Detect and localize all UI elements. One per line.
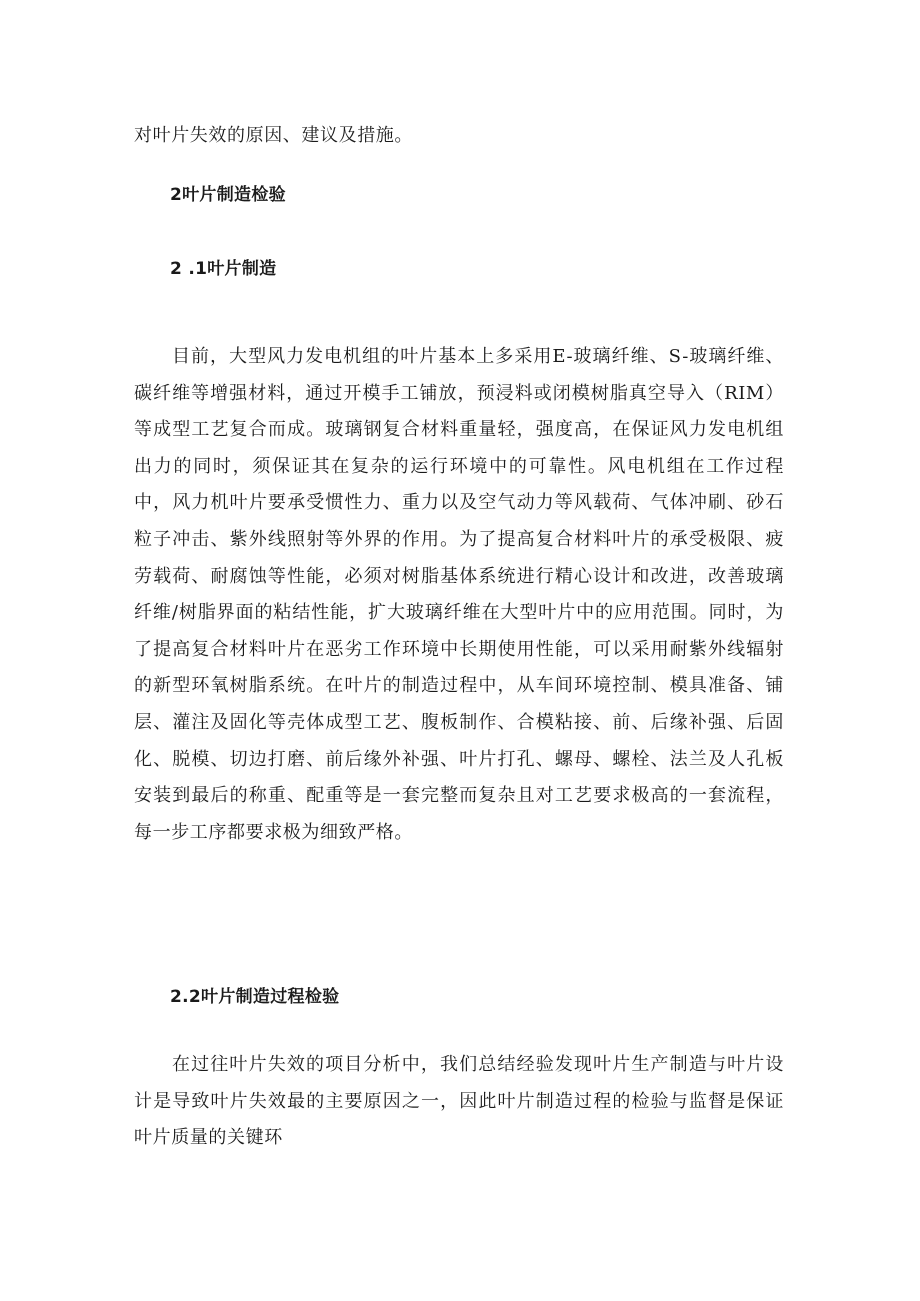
continuation-text: 对叶片失效的原因、建议及措施。 (134, 125, 413, 146)
section-heading-2-1: 2 .1叶片制造 (170, 259, 277, 279)
body-paragraph-2-2: 在过往叶片失效的项目分析中，我们总结经验发现叶片生产制造与叶片设计是导致叶片失效最的主要原因之一，因此叶片制造过程的检验与监督是保证叶片质量的关键环 (134, 1054, 784, 1149)
section-heading-2-2: 2.2叶片制造过程检验 (170, 987, 340, 1007)
body-paragraph-2-1: 目前，大型风力发电机组的叶片基本上多采用E-玻璃纤维、S-玻璃纤维、碳纤维等增强材料，通过开模手工铺放，预浸料或闭模树脂真空导入（RIM）等成型工艺复合而成。玻璃钢复合材料重量轻，强度高，在保证风力发电机组出力的同时，须保证其在复杂的运行环境中的可靠性。风电机组在工作过程中，风力机叶片要承受惯性力、重力以及空气动力等风载荷、气体冲刷、砂石粒子冲击、紫外线照射等外界的作用。为了提高复合材料叶片的承受极限、疲劳载荷、耐腐蚀等性能，必须对树脂基体系统进行精心设计和改进，改善玻璃纤维/树脂界面的粘结性能，扩大玻璃纤维在大型叶片中的应用范围。同时，为了提高复合材料叶片在恶劣工作环境中长期使用性能，可以采用耐紫外线辐射的新型环氧树脂系统。在叶片的制造过程中，从车间环境控制、模具准备、铺层、灌注及固化等壳体成型工艺、腹板制作、合模粘接、前、后缘补强、后固化、脱模、切边打磨、前后缘外补强、叶片打孔、螺母、螺栓、法兰及人孔板安装到最后的称重、配重等是一套完整而复杂且对工艺要求极高的一套流程，每一步工序都要求极为细致严格。 (134, 346, 784, 843)
section-heading-2: 2叶片制造检验 (170, 185, 286, 205)
